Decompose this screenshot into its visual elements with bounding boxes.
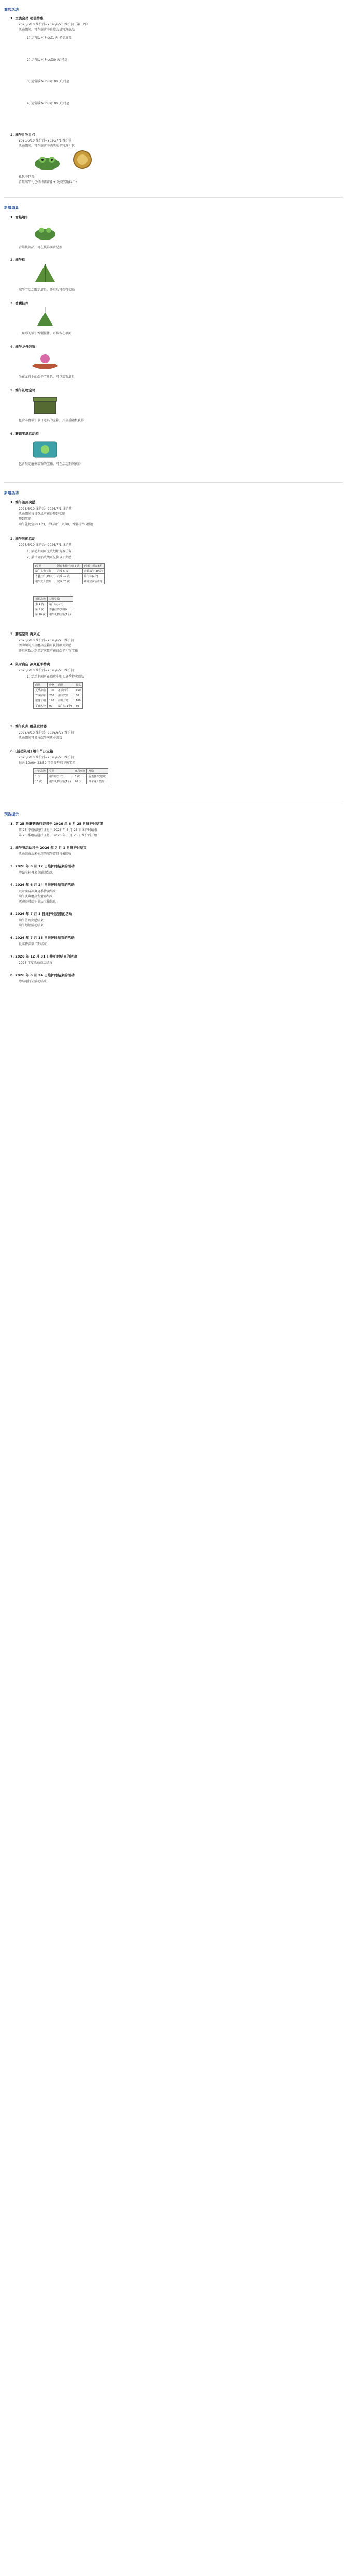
reward-table-2 bbox=[33, 596, 73, 617]
divider bbox=[4, 482, 343, 483]
text-line: 2026/6/10 维护后~2026/6/25 维护前 bbox=[19, 756, 74, 759]
table-cell: 获得奖励 bbox=[48, 597, 73, 602]
divider bbox=[4, 197, 343, 198]
text-line: 活动结束后未使用的端午道具将被回收 bbox=[19, 852, 72, 856]
text-line: 2026/6/10 维护后~2026/6/23 维护前（第二周） bbox=[19, 23, 90, 26]
table-cell: 80 bbox=[74, 693, 83, 698]
event-title: 2. 端午划船活动 bbox=[10, 537, 36, 541]
frog-decoration-image bbox=[29, 220, 61, 243]
item-desc: 坐在龙舟上的端午节角色，可以装饰道具 bbox=[19, 375, 75, 379]
table-cell: 90 bbox=[48, 703, 56, 709]
notice-title: 5. 2026 年 7 月 1 日维护时结束的活动 bbox=[10, 912, 73, 916]
notice-title: 7. 2026 年 12 月 31 日维护时结束的活动 bbox=[10, 954, 77, 959]
text-line: 活动期间每日登录可获得签到奖励 bbox=[19, 512, 66, 516]
text-line: 夏季特卖第二期结束 bbox=[19, 942, 47, 946]
event-title: 4. 限时商店 凉爽夏季特卖 bbox=[10, 662, 50, 666]
text-line: 活动期间，可在商店中贵族会员特惠商品 bbox=[19, 28, 75, 32]
table-cell: 100 bbox=[48, 688, 56, 693]
table-cell: 端午礼物宝箱 bbox=[34, 569, 55, 574]
table-cell: 完成 20 次 bbox=[55, 579, 82, 584]
new-item-title: 3. 香囊挂件 bbox=[10, 301, 29, 305]
text-line: 3) 运营版本 Plus(100 天)特惠 bbox=[27, 80, 70, 83]
table-cell: 奖励 bbox=[87, 769, 108, 774]
table-cell: 160 bbox=[74, 698, 83, 703]
notice-title: 6. 2026 年 7 月 15 日维护时结束的活动 bbox=[10, 936, 75, 940]
item-desc: 三角形的端午香囊挂件，可装备在墙面 bbox=[19, 332, 72, 335]
table-cell: 完成 10 次 bbox=[55, 574, 82, 579]
text-line: 第 25 季蘑菇通行证将于 2026 年 6 月 25 日维护时结束 bbox=[19, 828, 97, 832]
table-cell: 端午粽(1个) bbox=[48, 774, 73, 779]
table-cell: 端午粽(1个) bbox=[56, 703, 74, 709]
text-line: 2026/6/10 维护后~2026/6/25 维护前 bbox=[19, 669, 74, 672]
notice-title: 8. 2026 年 6 月 24 日维护时结束的活动 bbox=[10, 973, 75, 977]
text-line: 礼包中包含： bbox=[19, 175, 38, 179]
text-line: 2026/6/10 维护后~2026/6/25 维护前 bbox=[19, 731, 74, 735]
text-line: 1) 活动期间可完成划船竞赛任务 bbox=[27, 550, 72, 553]
mushroom-box-image bbox=[29, 437, 61, 459]
shop-item-title: 2. 端午礼物礼包 bbox=[10, 133, 36, 137]
table-cell: 香囊挂件(30天) bbox=[34, 574, 55, 579]
text-line: 1) 活动期间可在商店中购买夏季特卖商品 bbox=[27, 675, 84, 679]
table-cell: 划船次数 bbox=[34, 597, 48, 602]
text-line: 青蛙端午礼包(限领取的) + 免费奖励(1个) bbox=[19, 180, 77, 184]
event-title: 6. [活动限时] 端午节庆宝箱 bbox=[10, 749, 53, 753]
text-line: 2) 运营版本 Plus(30 天)特惠 bbox=[27, 58, 68, 62]
notice-title: 4. 2026 年 6 月 24 日维护时结束的活动 bbox=[10, 883, 75, 887]
coin-medal-image bbox=[66, 148, 98, 171]
table-cell: 10 次 bbox=[34, 779, 48, 784]
table-cell: 开启次数 bbox=[73, 769, 87, 774]
text-line: 端午签到奖励结束 bbox=[19, 919, 44, 922]
text-line: 4) 运营版本 Plus(100 天)特惠 bbox=[27, 102, 70, 105]
notice-title: 2. 端午节活动将于 2026 年 7 月 1 日维护时结束 bbox=[10, 846, 87, 850]
table-cell: 商品 bbox=[56, 683, 74, 688]
table-cell: 第 5 次 bbox=[34, 607, 48, 612]
table-cell: [奖励] bbox=[34, 564, 55, 569]
text-line: 2026/6/10 维护后~2026/7/1 维护前 bbox=[19, 543, 72, 547]
table-cell: 夏季凉扇 bbox=[34, 688, 48, 693]
new-item-title: 2. 端午粽 bbox=[10, 258, 25, 262]
table-cell: 端午龙舟装饰 bbox=[34, 579, 55, 584]
text-line: 1) 运营版本 Plus(1 天)特惠商品 bbox=[27, 36, 72, 40]
text-line: 2) 累计划船成绩可兑换以下奖励 bbox=[27, 556, 72, 559]
table-cell: 香囊挂件(限期) bbox=[87, 774, 108, 779]
text-line: 端午礼物宝箱(1个)，青蛙端午(限期)，香囊挂件(限期) bbox=[19, 523, 93, 526]
text-line: 每天 10:00~23:59 可免费开启节庆宝箱 bbox=[19, 761, 76, 765]
table-cell: 奖励 bbox=[48, 769, 73, 774]
text-line: 开启次数达到指定次数可获得端午礼物宝箱 bbox=[19, 649, 78, 653]
item-desc: 端午节活动限定道具，开启后可获得奖励 bbox=[19, 288, 75, 292]
table-cell: 150 bbox=[74, 688, 83, 693]
text-line: 活动期间开启蘑菇宝箱可获得额外奖励 bbox=[19, 644, 72, 647]
table-cell: [奖励] 领取条件 bbox=[82, 564, 105, 569]
gift-box-image bbox=[29, 393, 61, 416]
section-title-shop: 商店活动 bbox=[4, 8, 19, 12]
table-cell: 避暑草帽 bbox=[34, 698, 48, 703]
text-line: 活动限时端午节庆宝箱结束 bbox=[19, 900, 56, 904]
event-title: 1. 端午签到奖励 bbox=[10, 500, 36, 504]
event-title: 5. 端午庆典 蘑菇发射器 bbox=[10, 724, 47, 728]
text-line: 第 26 季蘑菇通行证将于 2026 年 6 月 25 日维护后开始 bbox=[19, 834, 97, 837]
text-line: 2026/6/10 维护后~2026/6/25 维护前 bbox=[19, 639, 74, 642]
text-line: 签到奖励： bbox=[19, 517, 35, 521]
new-item-title: 5. 端午礼物宝箱 bbox=[10, 388, 36, 392]
rice-dumpling-image bbox=[29, 262, 61, 285]
table-cell: 5 次 bbox=[73, 774, 87, 779]
table-cell: 第 1 次 bbox=[34, 602, 48, 607]
table-cell: 50 bbox=[74, 703, 83, 709]
text-line: 蘑菇通行证活动结束 bbox=[19, 980, 47, 983]
table-cell: 完成 5 次 bbox=[55, 569, 82, 574]
table-cell: 20 次 bbox=[73, 779, 87, 784]
table-cell: 冰镇西瓜 bbox=[56, 688, 74, 693]
text-line: 活动期间可参与端午庆典小游戏 bbox=[19, 736, 63, 740]
section-title-events: 新增活动 bbox=[4, 491, 19, 495]
table-cell: 端午礼物宝箱(1个) bbox=[48, 779, 73, 784]
table-cell: 价格 bbox=[48, 683, 56, 688]
event-title: 3. 蘑菇宝箱 再来点 bbox=[10, 632, 40, 636]
text-line: 限时商店凉爽夏季特卖结束 bbox=[19, 890, 56, 893]
new-item-title: 4. 端午龙舟装饰 bbox=[10, 345, 36, 349]
reward-table-1 bbox=[33, 563, 105, 584]
table-cell: 端午粽(1个) bbox=[48, 602, 73, 607]
notice-title: 3. 2026 年 6 月 17 日维护时结束的活动 bbox=[10, 864, 75, 868]
table-cell: 端午粽(1个) bbox=[82, 574, 105, 579]
table-cell: 荷叶灯笼 bbox=[56, 698, 74, 703]
notice-title: 1. 第 25 季蘑菇通行证将于 2026 年 6 月 25 日维护时结束 bbox=[10, 822, 103, 826]
table-cell: 开启次数 bbox=[34, 769, 48, 774]
box-reward-table bbox=[33, 768, 108, 784]
table-cell: 香囊挂件(限期) bbox=[48, 607, 73, 612]
table-cell: 竹编凉席 bbox=[34, 693, 48, 698]
section-title-notice: 预告提示 bbox=[4, 812, 19, 817]
table-cell: 价格 bbox=[74, 683, 83, 688]
text-line: 2026/6/10 维护后~2026/7/1 维护前 bbox=[19, 507, 72, 511]
table-cell: 夏日风铃 bbox=[34, 703, 48, 709]
item-desc: 青蛙装饰品，可在装饰商店兑换 bbox=[19, 246, 63, 249]
new-item-title: 6. 蘑菇宝满活动箱 bbox=[10, 432, 39, 436]
frog-gift-image bbox=[31, 149, 63, 172]
table-cell: 清凉饮品 bbox=[56, 693, 74, 698]
dragon-boat-image bbox=[29, 349, 61, 372]
text-line: 2026/6/10 维护后~2026/7/1 维护前 bbox=[19, 139, 72, 143]
table-cell: 端午礼物宝箱(1个) bbox=[48, 612, 73, 617]
table-cell: 200 bbox=[48, 693, 56, 698]
table-cell: 1 次 bbox=[34, 774, 48, 779]
text-line: 2026 年度活动商店结束 bbox=[19, 961, 53, 965]
item-desc: 包含丰富端午节日道具的宝箱，开启后随机获得 bbox=[19, 419, 84, 423]
item-desc: 包含限定蘑菇装饰的宝箱，可在活动期间获得 bbox=[19, 462, 81, 466]
sachet-pendant-image bbox=[29, 306, 61, 329]
shop-item-title: 1. 贵族会员 超值特惠 bbox=[10, 16, 44, 20]
table-cell: 青蛙端午(30天) bbox=[82, 569, 105, 574]
text-line: 端午划船活动结束 bbox=[19, 924, 44, 927]
table-cell: 商品 bbox=[34, 683, 48, 688]
text-line: 端午庆典蘑菇发射器结束 bbox=[19, 895, 53, 898]
table-cell: 第 10 次 bbox=[34, 612, 48, 617]
table-cell: 端午龙舟装饰 bbox=[87, 779, 108, 784]
table-cell: 120 bbox=[48, 698, 56, 703]
section-title-new-items: 新增道具 bbox=[4, 206, 19, 210]
new-item-title: 1. 青蛙端午 bbox=[10, 215, 29, 219]
text-line: 蘑菇宝箱再来点活动结束 bbox=[19, 871, 53, 875]
table-cell: 领取条件(完成 5 次) bbox=[55, 564, 82, 569]
shop-price-table bbox=[33, 682, 83, 709]
table-cell: 蘑菇宝满活动箱 bbox=[82, 579, 105, 584]
text-line: 活动期间，可在商店中购买端午特惠礼包 bbox=[19, 144, 75, 148]
